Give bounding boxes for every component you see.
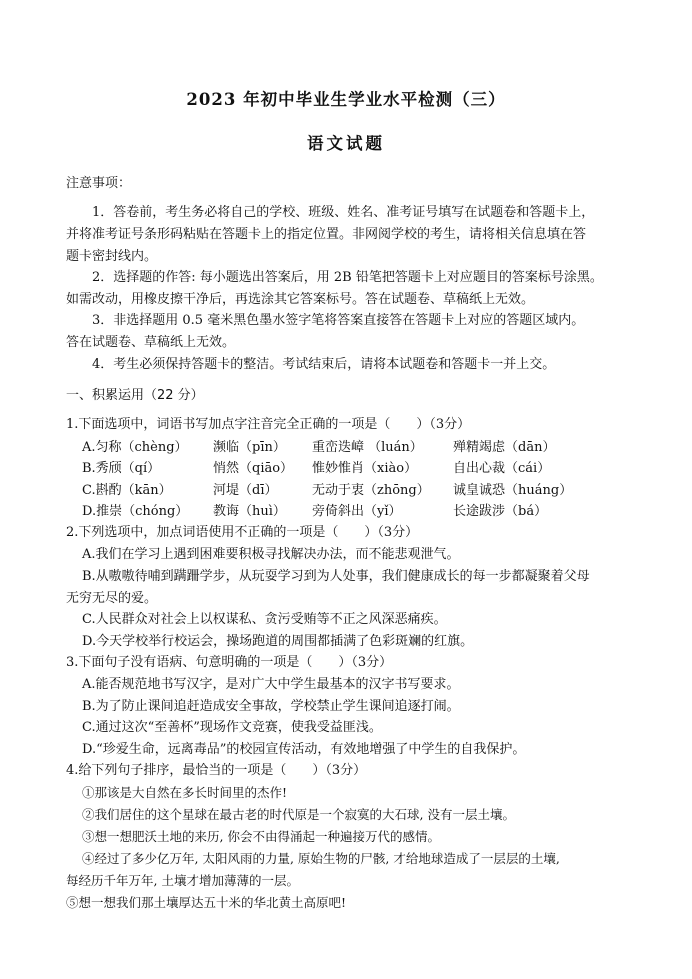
option-word: 重峦迭嶂 （luán） [312,440,423,455]
option-word: 殚精竭虑（dān） [453,440,556,455]
question-4-item-3: ③想一想肥沃土地的来历, 你会不由得涌起一种遍接万代的感情。 [82,829,440,844]
question-4-item-2: ②我们居住的这个星球在最古老的时代原是一个寂寞的大石球, 没有一层土壤。 [82,807,515,822]
question-4-item-5: ⑤想一想我们那土壤厚达五十米的华北黄土高原吧! [66,895,347,910]
question-2-option-c: C.人民群众对社会上以权谋私、贪污受贿等不正之风深恶痛疾。 [82,612,447,627]
note-line: 并将准考证号条形码粘贴在答题卡上的指定位置。非网阅学校的考生，请将相关信息填在答 [66,227,587,242]
exam-title: 2023 年初中毕业生学业水平检测（三） [186,90,506,109]
option-word: 长途跋涉（bá） [453,504,548,519]
question-1-row-b [82,459,602,479]
note-line: 2．选择题的作答: 每小题选出答案后，用 2B 铅笔把答题卡上对应题目的答案标号涂黑。 [92,270,603,285]
option-word: A.匀称（chèng） [82,440,188,455]
note-line: 1．答卷前，考生务必将自己的学校、班级、姓名、准考证号填写在试题卷和答题卡上， [92,205,595,220]
question-3-option-a: A.能否规范地书写汉字，是对广大中学生最基本的汉字书写要求。 [82,677,460,692]
option-word: 河堤（dī） [213,483,278,498]
question-4-item-4-cont: 每经历千年万年, 土壤才增加薄薄的一层。 [66,873,299,888]
option-word: 濒临（pīn） [213,440,286,455]
question-2-option-b-cont: 无穷无尽的爱。 [66,591,158,606]
note-line: 如需改动，用橡皮擦干净后，再选涂其它答案标号。答在试题卷、草稿纸上无效。 [66,292,535,307]
note-line: 3．非选择题用 0.5 毫米黑色墨水签字笔将答案直接答在答题卡上对应的答题区域内。 [92,313,585,328]
question-3-stem: 3.下面句子没有语病、句意明确的一项是（ ）（3分） [66,655,393,670]
option-word: 诚皇诚恐（huáng） [453,483,573,498]
exam-subtitle: 语文试题 [307,134,385,153]
notes-heading: 注意事项： [66,176,132,191]
question-2-stem: 2.下列选项中，加点词语使用不正确的一项是（ ）（3分） [66,525,419,540]
question-3-option-d: D.“珍爱生命，远离毒品”的校园宣传活动，有效地增强了中学生的自我保护。 [82,742,526,757]
question-4-item-1: ①那该是大自然在多长时间里的杰作! [82,785,288,800]
question-3-option-b: B.为了防止课间追赶造成安全事故，学校禁止学生课间追逐打闹。 [82,699,460,714]
option-word: C.斟酌（kān） [82,483,172,498]
question-2-option-d: D.今天学校举行校运会，操场跑道的周围都插满了色彩斑斓的红旗。 [82,634,474,649]
note-line: 4．考生必须保持答题卡的整洁。考试结束后，请将本试题卷和答题卡一并上交。 [92,357,556,372]
note-line: 答在试题卷、草稿纸上无效。 [66,335,236,350]
option-word: 悄然（qiāo） [213,461,294,476]
note-line: 题卡密封线内。 [66,249,158,264]
option-word: D.推崇（chóng） [82,504,189,519]
question-1-row-d [82,502,602,522]
question-4-item-4: ④经过了多少亿万年, 太阳风雨的力量, 原始生物的尸骸, 才给地球造成了一层层的土壤, [82,851,560,866]
option-word: 惟妙惟肖（xiào） [312,461,418,476]
question-4-stem: 4.给下列句子排序，最恰当的一项是（ ）（3分） [66,763,367,778]
option-word: 教诲（huì） [213,504,286,519]
question-2-option-b: B.从嗷嗷待哺到蹒跚学步，从玩耍学习到为人处事，我们健康成长的每一步都凝聚着父母 [82,569,590,584]
question-2-option-a: A.我们在学习上遇到困难要积极寻找解决办法，而不能悲观泄气。 [82,547,460,562]
option-word: 自出心裁（cái） [453,461,551,476]
question-1-stem: 1.下面选项中，词语书写加点字注音完全正确的一项是（ ）（3分） [66,417,471,432]
option-word: 旁倚斜出（yǐ） [312,504,402,519]
option-word: B.秀颀（qí） [82,461,161,476]
section-heading: 一、积累运用（22 分） [66,388,204,403]
question-1-row-c [82,481,602,501]
question-3-option-c: C.通过这次“至善杯”现场作文竞赛，使我受益匪浅。 [82,720,382,735]
question-1-row-a [82,438,602,458]
option-word: 无动于衷（zhōng） [312,483,430,498]
